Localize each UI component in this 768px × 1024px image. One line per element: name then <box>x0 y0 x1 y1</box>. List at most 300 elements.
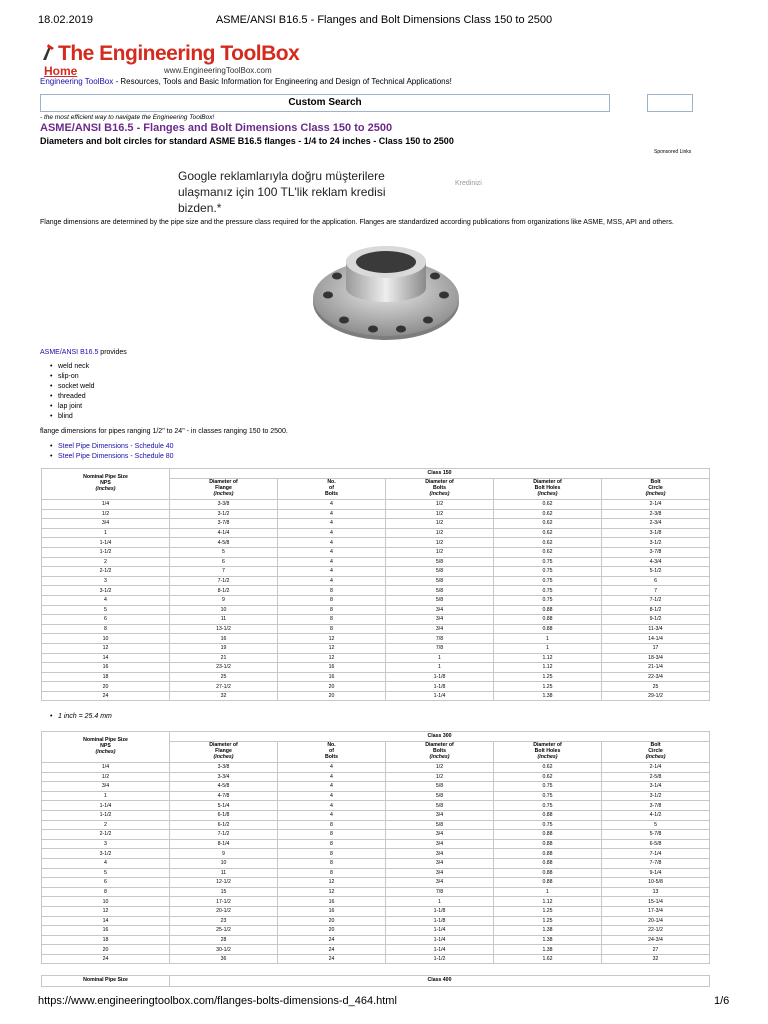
table-cell: 4-7/8 <box>170 791 278 801</box>
table-row <box>42 868 710 878</box>
toolbox-logo-icon <box>40 42 56 62</box>
table-cell: 17 <box>602 643 710 653</box>
table-cell: 1.25 <box>494 682 602 692</box>
table-cell: 3-1/2 <box>42 849 170 859</box>
table-cell: 5-1/4 <box>170 801 278 811</box>
table-cell: 5/8 <box>386 557 494 567</box>
list-item: • threaded <box>58 392 95 402</box>
table-cell: 12 <box>42 906 170 916</box>
table-cell: 3/4 <box>386 839 494 849</box>
table-cell: 24 <box>42 691 170 701</box>
table-cell: 4 <box>278 567 386 577</box>
table-cell: 9 <box>170 849 278 859</box>
list-item: • slip-on <box>58 372 95 382</box>
table-cell: 1-1/2 <box>386 954 494 964</box>
table-cell: 2-1/2 <box>42 830 170 840</box>
table-cell: 5 <box>170 547 278 557</box>
table-cell: 36 <box>170 954 278 964</box>
table-cell: 5/8 <box>386 567 494 577</box>
table-cell: 11 <box>170 615 278 625</box>
table-cell: 3-7/8 <box>602 547 710 557</box>
table-cell: 13-1/2 <box>170 624 278 634</box>
table-cell: 1/2 <box>386 772 494 782</box>
table-cell: 12 <box>42 643 170 653</box>
table-row <box>42 954 710 964</box>
table-cell: 8-1/2 <box>170 586 278 596</box>
table-cell: 16 <box>170 634 278 644</box>
table-cell: 3/4 <box>386 858 494 868</box>
table-cell: 2-1/2 <box>42 567 170 577</box>
table-cell: 1-1/4 <box>42 801 170 811</box>
table-cell: 0.75 <box>494 557 602 567</box>
table-cell: 20 <box>278 916 386 926</box>
table-row <box>42 839 710 849</box>
list-item: • blind <box>58 412 95 422</box>
table-cell: 10-5/8 <box>602 878 710 888</box>
class-title: Class 300 <box>170 732 710 742</box>
table-cell: 13 <box>602 887 710 897</box>
bolt-hole-header: Diameter of Bolt Holes (inches) <box>494 479 602 500</box>
table-cell: 5 <box>602 820 710 830</box>
asme-b16-5-link[interactable]: ASME/ANSI B16.5 <box>40 349 99 356</box>
navigation-note: - the most efficient way to navigate the Engineering ToolBox! <box>40 114 215 121</box>
table-cell: 0.88 <box>494 830 602 840</box>
table-cell: 6 <box>602 576 710 586</box>
table-cell: 1/4 <box>42 763 170 773</box>
flange-diameter-header: Diameter of Flange (inches) <box>170 742 278 763</box>
related-link-item <box>58 452 174 462</box>
print-date: 18.02.2019 <box>38 14 94 26</box>
table-cell: 21-1/4 <box>602 663 710 673</box>
table-cell: 0.62 <box>494 547 602 557</box>
table-cell: 0.88 <box>494 839 602 849</box>
table-cell: 3-1/2 <box>170 509 278 519</box>
table-cell: 1.25 <box>494 906 602 916</box>
table-row <box>42 653 710 663</box>
table-cell: 4-5/8 <box>170 538 278 548</box>
table-cell: 20-1/2 <box>170 906 278 916</box>
table-cell: 20 <box>42 682 170 692</box>
table-cell: 6-5/8 <box>602 839 710 849</box>
table-cell: 32 <box>170 691 278 701</box>
logo-url: www.EngineeringToolBox.com <box>164 66 272 75</box>
table-cell: 2-3/8 <box>602 509 710 519</box>
table-row <box>42 519 710 529</box>
table-cell: 1 <box>42 528 170 538</box>
bolt-count-header: No. of Bolts <box>278 742 386 763</box>
table-cell: 1.38 <box>494 935 602 945</box>
table-cell: 24 <box>278 954 386 964</box>
table-row <box>42 663 710 673</box>
table-cell: 15-1/4 <box>602 897 710 907</box>
table-cell: 8 <box>278 586 386 596</box>
table-cell: 18 <box>42 672 170 682</box>
table-cell: 1 <box>494 634 602 644</box>
table-row <box>42 791 710 801</box>
table-cell: 0.88 <box>494 868 602 878</box>
table-cell: 18 <box>42 935 170 945</box>
table-cell: 11 <box>170 868 278 878</box>
table-cell: 1-1/4 <box>42 538 170 548</box>
table-cell: 8 <box>278 624 386 634</box>
class-400-table <box>41 975 710 987</box>
table-cell: 4 <box>278 763 386 773</box>
table-cell: 24 <box>42 954 170 964</box>
table-row <box>42 810 710 820</box>
table-cell: 0.75 <box>494 567 602 577</box>
intro-paragraph: Flange dimensions are determined by the pipe size and the pressure class required for the application. Flanges are standardized according publications from organizations like ASME, MSS, API and others. <box>40 219 674 226</box>
table-cell: 1 <box>386 897 494 907</box>
table-cell: 5-1/2 <box>602 567 710 577</box>
table-cell: 8 <box>278 595 386 605</box>
table-cell: 22-1/2 <box>602 926 710 936</box>
provides-line <box>40 349 127 356</box>
table-cell: 27-1/2 <box>170 682 278 692</box>
table-cell: 7/8 <box>386 643 494 653</box>
table-cell: 1-1/2 <box>42 547 170 557</box>
table-cell: 4 <box>278 538 386 548</box>
table-cell: 11-3/4 <box>602 624 710 634</box>
table-row <box>42 926 710 936</box>
table-cell: 20-1/4 <box>602 916 710 926</box>
table-cell: 23 <box>170 916 278 926</box>
table-cell: 10 <box>42 897 170 907</box>
table-cell: 0.88 <box>494 858 602 868</box>
table-cell: 3/4 <box>386 810 494 820</box>
search-submit-button[interactable] <box>647 94 693 112</box>
table-cell: 4 <box>278 557 386 567</box>
table-cell: 0.75 <box>494 595 602 605</box>
table-cell: 19 <box>170 643 278 653</box>
schedule-80-link[interactable]: Steel Pipe Dimensions - Schedule 80 <box>58 453 174 460</box>
related-links-list <box>58 442 174 462</box>
table-cell: 4 <box>42 858 170 868</box>
table-cell: 3/4 <box>386 615 494 625</box>
table-cell: 27 <box>602 945 710 955</box>
table-cell: 1.12 <box>494 897 602 907</box>
table-row <box>42 772 710 782</box>
table-cell: 5/8 <box>386 586 494 596</box>
table-cell: 7-1/2 <box>602 595 710 605</box>
table-cell: 1/2 <box>386 547 494 557</box>
table-cell: 1.62 <box>494 954 602 964</box>
table-cell: 4 <box>278 791 386 801</box>
table-cell: 0.75 <box>494 576 602 586</box>
table-cell: 6-1/8 <box>170 810 278 820</box>
table-cell: 3-1/8 <box>602 528 710 538</box>
table-cell: 1-1/8 <box>386 906 494 916</box>
table-cell: 8 <box>278 820 386 830</box>
table-cell: 0.88 <box>494 605 602 615</box>
table-cell: 1/2 <box>386 500 494 510</box>
schedule-40-link[interactable]: Steel Pipe Dimensions - Schedule 40 <box>58 443 174 450</box>
table-row <box>42 643 710 653</box>
list-item: • weld neck <box>58 362 95 372</box>
table-cell: 3/4 <box>386 868 494 878</box>
logo-name: The Engineering ToolBox <box>58 42 300 65</box>
table-cell: 0.88 <box>494 878 602 888</box>
table-cell: 8 <box>278 868 386 878</box>
list-item: • lap joint <box>58 402 95 412</box>
table-row <box>42 945 710 955</box>
table-cell: 5 <box>42 605 170 615</box>
table-cell: 8-1/4 <box>170 839 278 849</box>
table-cell: 1/4 <box>42 500 170 510</box>
table-cell: 23-1/2 <box>170 663 278 673</box>
table-cell: 8 <box>278 605 386 615</box>
table-cell: 4 <box>278 528 386 538</box>
custom-search-label: Custom Search <box>288 97 362 108</box>
bolt-hole-header: Diameter of Bolt Holes (inches) <box>494 742 602 763</box>
table-cell: 4-5/8 <box>170 782 278 792</box>
table-cell: 1.38 <box>494 691 602 701</box>
ad-credit: Kredinizi <box>455 180 482 187</box>
table-cell: 1-1/4 <box>386 691 494 701</box>
table-cell: 1-1/4 <box>386 935 494 945</box>
table-cell: 0.88 <box>494 615 602 625</box>
table-cell: 7-1/2 <box>170 830 278 840</box>
page-subtitle: Diameters and bolt circles for standard ASME B16.5 flanges - 1/4 to 24 inches - Class 150 to 2500 <box>40 136 454 146</box>
nps-header: Nominal Pipe Size <box>42 976 170 987</box>
table-cell: 1/2 <box>386 763 494 773</box>
table-cell: 3-1/4 <box>602 782 710 792</box>
table-cell: 16 <box>278 897 386 907</box>
table-cell: 16 <box>278 672 386 682</box>
table-cell: 10 <box>42 634 170 644</box>
table-row <box>42 830 710 840</box>
table-cell: 8 <box>278 858 386 868</box>
table-cell: 5/8 <box>386 791 494 801</box>
table-cell: 4 <box>278 782 386 792</box>
table-cell: 0.62 <box>494 500 602 510</box>
table-cell: 29-1/2 <box>602 691 710 701</box>
custom-search-box[interactable] <box>40 94 610 112</box>
table-cell: 2-3/4 <box>602 519 710 529</box>
table-cell: 3/4 <box>386 830 494 840</box>
table-cell: 0.75 <box>494 791 602 801</box>
table-row <box>42 916 710 926</box>
weld-neck-flange-image <box>311 240 461 342</box>
table-row <box>42 500 710 510</box>
table-cell: 8 <box>42 887 170 897</box>
table-cell: 14 <box>42 916 170 926</box>
table-cell: 3/4 <box>386 849 494 859</box>
table-cell: 3-7/8 <box>602 801 710 811</box>
table-cell: 9-1/2 <box>602 615 710 625</box>
table-cell: 16 <box>278 906 386 916</box>
class-title: Class 400 <box>170 976 710 987</box>
table-cell: 0.75 <box>494 801 602 811</box>
table-cell: 7-1/4 <box>602 849 710 859</box>
print-url: https://www.engineeringtoolbox.com/flanges-bolts-dimensions-d_464.html <box>38 995 397 1007</box>
table-cell: 1-1/2 <box>42 810 170 820</box>
table-cell: 3/4 <box>386 878 494 888</box>
table-cell: 4-3/4 <box>602 557 710 567</box>
table-cell: 25 <box>602 682 710 692</box>
table-cell: 3-1/2 <box>42 586 170 596</box>
table-cell: 1 <box>494 643 602 653</box>
table-cell: 7-7/8 <box>602 858 710 868</box>
table-cell: 5/8 <box>386 820 494 830</box>
table-cell: 1 <box>42 791 170 801</box>
table-cell: 3/4 <box>386 624 494 634</box>
nps-header: Nominal Pipe Size NPS (inches) <box>42 732 170 763</box>
table-cell: 32 <box>602 954 710 964</box>
table-cell: 0.62 <box>494 538 602 548</box>
table-cell: 0.88 <box>494 624 602 634</box>
table-cell: 1/2 <box>42 509 170 519</box>
table-cell: 0.75 <box>494 586 602 596</box>
tagline <box>40 77 452 86</box>
class-title: Class 150 <box>170 469 710 479</box>
provides-text: provides <box>98 349 127 356</box>
table-cell: 25 <box>170 672 278 682</box>
table-row <box>42 682 710 692</box>
table-cell: 1/2 <box>386 538 494 548</box>
table-cell: 1/2 <box>386 528 494 538</box>
table-row <box>42 858 710 868</box>
table-cell: 0.88 <box>494 849 602 859</box>
table-cell: 7 <box>170 567 278 577</box>
table-cell: 1.38 <box>494 926 602 936</box>
bolt-circle-header: Bolt Circle (inches) <box>602 742 710 763</box>
table-cell: 3-1/2 <box>602 791 710 801</box>
table-cell: 20 <box>42 945 170 955</box>
ad-line-2: ulaşmanız için 100 TL'lik reklam kredisi bizden.* <box>178 185 386 215</box>
table-cell: 10 <box>170 858 278 868</box>
table-row <box>42 557 710 567</box>
table-row <box>42 906 710 916</box>
table-cell: 3-3/4 <box>170 772 278 782</box>
table-cell: 3 <box>42 576 170 586</box>
table-cell: 3/4 <box>386 605 494 615</box>
table-cell: 5-7/8 <box>602 830 710 840</box>
table-cell: 15 <box>170 887 278 897</box>
table-cell: 3-1/2 <box>602 538 710 548</box>
table-cell: 18-3/4 <box>602 653 710 663</box>
table-cell: 1.38 <box>494 945 602 955</box>
table-cell: 12 <box>278 887 386 897</box>
flange-types-list <box>58 362 95 422</box>
table-cell: 16 <box>42 663 170 673</box>
nps-header: Nominal Pipe Size NPS (inches) <box>42 469 170 500</box>
table-cell: 16 <box>42 926 170 936</box>
table-cell: 20 <box>278 682 386 692</box>
table-row <box>42 605 710 615</box>
bolt-diameter-header: Diameter of Bolts (inches) <box>386 479 494 500</box>
table-row <box>42 509 710 519</box>
table-cell: 12-1/2 <box>170 878 278 888</box>
table-row <box>42 691 710 701</box>
table-cell: 5/8 <box>386 595 494 605</box>
table-cell: 24-3/4 <box>602 935 710 945</box>
bolt-circle-header: Bolt Circle (inches) <box>602 479 710 500</box>
table-cell: 8 <box>278 830 386 840</box>
table-cell: 1/2 <box>386 509 494 519</box>
pipes-range-note: flange dimensions for pipes ranging 1/2" to 24" - in classes ranging 150 to 2500. <box>40 428 288 435</box>
table-cell: 21 <box>170 653 278 663</box>
table-cell: 5/8 <box>386 576 494 586</box>
table-cell: 12 <box>278 643 386 653</box>
table-cell: 0.62 <box>494 509 602 519</box>
table-cell: 1.25 <box>494 916 602 926</box>
sponsored-links-label: Sponsored Links <box>654 149 692 155</box>
site-logo[interactable] <box>40 40 330 78</box>
table-cell: 1 <box>386 663 494 673</box>
table-cell: 0.88 <box>494 810 602 820</box>
table-cell: 0.62 <box>494 528 602 538</box>
table-row <box>42 567 710 577</box>
table-row <box>42 849 710 859</box>
table-cell: 12 <box>278 878 386 888</box>
table-cell: 6 <box>42 615 170 625</box>
table-cell: 2-1/4 <box>602 763 710 773</box>
table-row <box>42 615 710 625</box>
table-row <box>42 624 710 634</box>
bolt-count-header: No. of Bolts <box>278 479 386 500</box>
table-cell: 14 <box>42 653 170 663</box>
table-cell: 3 <box>42 839 170 849</box>
table-cell: 4-1/4 <box>170 528 278 538</box>
table-cell: 12 <box>278 634 386 644</box>
home-link[interactable]: Home <box>44 64 78 78</box>
table-cell: 6 <box>42 878 170 888</box>
engineering-toolbox-link[interactable]: Engineering ToolBox <box>40 77 114 86</box>
table-row <box>42 595 710 605</box>
table-cell: 5/8 <box>386 782 494 792</box>
class-150-table <box>41 468 710 701</box>
table-cell: 8 <box>278 849 386 859</box>
table-row <box>42 763 710 773</box>
table-cell: 4 <box>278 500 386 510</box>
table-row <box>42 634 710 644</box>
table-row <box>42 897 710 907</box>
table-cell: 7-1/2 <box>170 576 278 586</box>
table-cell: 17-3/4 <box>602 906 710 916</box>
table-cell: 17-1/2 <box>170 897 278 907</box>
table-cell: 3/4 <box>42 782 170 792</box>
table-cell: 5 <box>42 868 170 878</box>
list-item: • socket weld <box>58 382 95 392</box>
ad-banner[interactable] <box>178 168 428 216</box>
table-cell: 1/2 <box>386 519 494 529</box>
table-cell: 0.75 <box>494 782 602 792</box>
table-cell: 28 <box>170 935 278 945</box>
table-row <box>42 586 710 596</box>
table-cell: 20 <box>278 926 386 936</box>
table-cell: 1-1/4 <box>386 926 494 936</box>
table-cell: 2-5/8 <box>602 772 710 782</box>
table-row <box>42 528 710 538</box>
table-row <box>42 935 710 945</box>
related-link-item <box>58 442 174 452</box>
table-cell: 3-3/8 <box>170 763 278 773</box>
table-cell: 1-1/4 <box>386 945 494 955</box>
table-cell: 10 <box>170 605 278 615</box>
table-cell: 4 <box>278 547 386 557</box>
table-cell: 1/2 <box>42 772 170 782</box>
table-cell: 4-1/2 <box>602 810 710 820</box>
table-cell: 22-3/4 <box>602 672 710 682</box>
inch-conversion-note: • 1 inch = 25.4 mm <box>58 713 112 720</box>
table-row <box>42 801 710 811</box>
table-cell: 3-3/8 <box>170 500 278 510</box>
tagline-text: - Resources, Tools and Basic Information for Engineering and Design of Technical Applications! <box>113 77 452 86</box>
table-row <box>42 576 710 586</box>
table-cell: 2-1/4 <box>602 500 710 510</box>
table-cell: 24 <box>278 935 386 945</box>
table-cell: 30-1/2 <box>170 945 278 955</box>
